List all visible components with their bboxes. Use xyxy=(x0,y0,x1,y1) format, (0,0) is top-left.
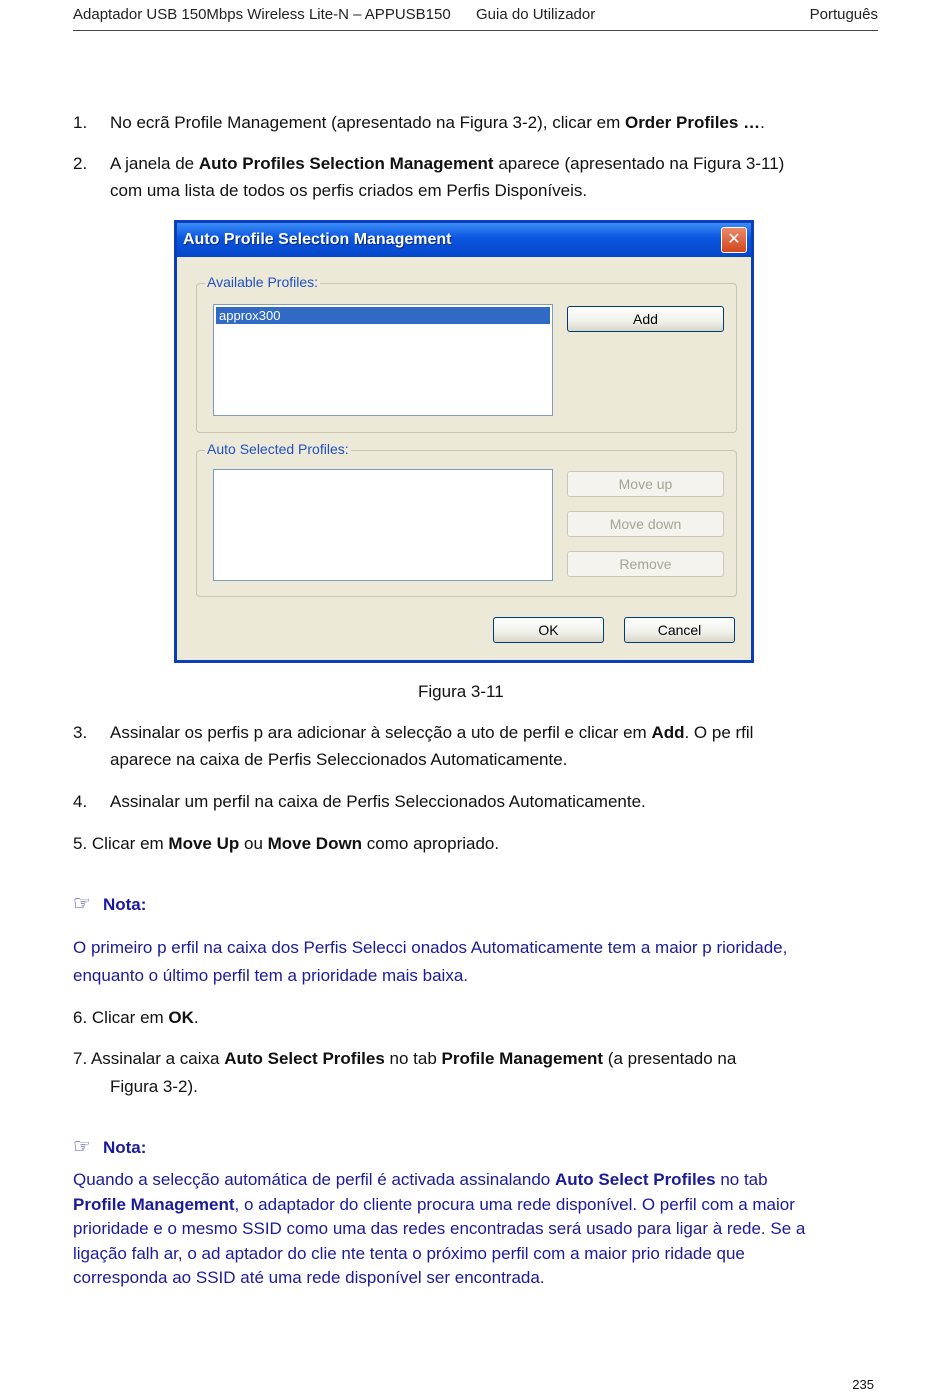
available-profiles-group xyxy=(196,274,737,433)
step-1-number: 1. xyxy=(73,113,88,132)
step-1-text: No ecrã Profile Management (apresentado na Figura 3-2), clicar em Order Profiles …. xyxy=(110,113,765,132)
step-2-number: 2. xyxy=(73,154,88,173)
auto-selected-profiles-label: Auto Selected Profiles: xyxy=(207,441,349,457)
note-2-line3: prioridade e o mesmo SSID como uma das redes encontradas será usado para ligar à rede. Se a xyxy=(73,1219,806,1238)
header-language: Português xyxy=(809,6,878,23)
add-button[interactable]: Add xyxy=(567,306,724,332)
move-down-button[interactable]: Move down xyxy=(567,511,724,537)
note-2-title: ☞ Nota: xyxy=(73,1136,147,1158)
step-3-number: 3. xyxy=(73,723,88,742)
auto-profile-dialog xyxy=(174,220,754,663)
dialog-titlebar xyxy=(177,223,751,257)
step-3-text: Assinalar os perfis p ara adicionar à selecção a uto de perfil e clicar em Add. O pe rfil xyxy=(110,723,754,742)
available-profiles-list[interactable] xyxy=(213,304,553,416)
note-2-line2: Profile Management, o adaptador do cliente procura uma rede disponível. O perfil com a maior xyxy=(73,1195,795,1214)
note-2-line1: Quando a selecção automática de perfil é activada assinalando Auto Select Profiles no tab xyxy=(73,1170,768,1189)
pointing-hand-icon: ☞ xyxy=(73,893,91,915)
pointing-hand-icon: ☞ xyxy=(73,1136,91,1158)
figure-caption: Figura 3-11 xyxy=(418,682,504,701)
step-6-text: 6. Clicar em OK. xyxy=(73,1008,199,1027)
note-1-title: ☞ Nota: xyxy=(73,893,147,915)
available-profiles-label: Available Profiles: xyxy=(207,274,319,290)
step-2-text-line2: com uma lista de todos os perfis criados em Perfis Disponíveis. xyxy=(110,181,588,200)
ok-button[interactable]: OK xyxy=(493,617,604,643)
page-number: 235 xyxy=(852,1377,874,1392)
step-7-text-line2: Figura 3-2). xyxy=(110,1077,198,1096)
note-2-line5: corresponda ao SSID até uma rede disponível ser encontrada. xyxy=(73,1268,545,1287)
list-item[interactable]: approx300 xyxy=(216,307,550,324)
header-product: Adaptador USB 150Mbps Wireless Lite-N – APPUSB150 xyxy=(73,6,451,23)
step-4-number: 4. xyxy=(73,792,88,811)
close-icon[interactable]: ✕ xyxy=(721,227,747,253)
auto-selected-profiles-list[interactable] xyxy=(213,469,553,581)
auto-selected-profiles-group xyxy=(196,441,737,597)
remove-button[interactable]: Remove xyxy=(567,551,724,577)
cancel-button[interactable]: Cancel xyxy=(624,617,735,643)
note-1-line1: O primeiro p erfil na caixa dos Perfis Selecci onados Automaticamente tem a maior p rioridade, xyxy=(73,938,788,957)
step-4-text: Assinalar um perfil na caixa de Perfis Seleccionados Automaticamente. xyxy=(110,792,646,811)
note-1-line2: enquanto o último perfil tem a prioridade mais baixa. xyxy=(73,966,468,985)
step-2-text: A janela de Auto Profiles Selection Management aparece (apresentado na Figura 3-11) xyxy=(110,154,785,173)
step-5-text: 5. Clicar em Move Up ou Move Down como apropriado. xyxy=(73,834,500,853)
step-3-text-line2: aparece na caixa de Perfis Seleccionados Automaticamente. xyxy=(110,750,568,769)
dialog-title: Auto Profile Selection Management xyxy=(183,231,452,248)
header-guide: Guia do Utilizador xyxy=(476,6,596,23)
move-up-button[interactable]: Move up xyxy=(567,471,724,497)
step-7-text: 7. Assinalar a caixa Auto Select Profiles no tab Profile Management (a presentado na xyxy=(73,1049,737,1068)
note-2-line4: ligação falh ar, o ad aptador do clie nte tenta o próximo perfil com a maior prio ridade que xyxy=(73,1244,745,1263)
page-header xyxy=(73,4,878,31)
